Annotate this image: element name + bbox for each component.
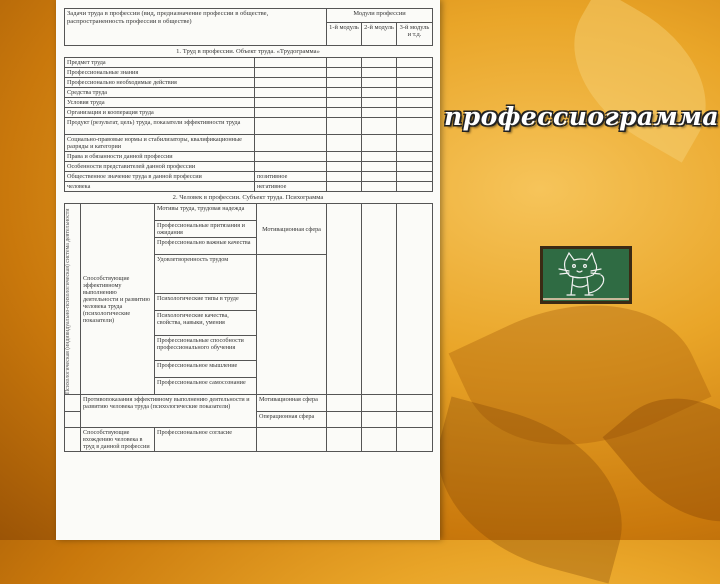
section-1-cell [362, 135, 397, 152]
section-1-cell [327, 162, 362, 172]
section-2-vertical-label: Психологическая (индивидуально-психологическая) система деятельности [65, 204, 81, 395]
section-1-cell [327, 98, 362, 108]
s2-item: Психологические типы в труде [155, 294, 257, 311]
bottom-motivational-sphere: Мотивационная сфера [257, 395, 327, 412]
section-1-cell [397, 118, 433, 135]
section-1-cell [397, 78, 433, 88]
section-1-cell [327, 68, 362, 78]
section-1-cell [255, 68, 327, 78]
s2-item: Профессиональное самосознание [155, 378, 257, 395]
task-cell: Задачи труда в профессии (вид, предназначение профессии в обществе, распространенность профессии в обществе) [65, 9, 327, 46]
section-1-row: Организация и кооперация труда [65, 108, 255, 118]
entry-block: Способствующие вхождению человека в труд в данной профессии [81, 428, 155, 452]
section-1-cell [327, 108, 362, 118]
section-1-table [64, 57, 433, 192]
social-value-row: Общественное значение труда в данной профессии [65, 172, 255, 182]
section-1-cell [397, 98, 433, 108]
section-1-row: Условия труда [65, 98, 255, 108]
section-1-cell [255, 88, 327, 98]
section-2-table [64, 203, 433, 452]
module-1: 1-й модуль [327, 22, 362, 45]
section-1-row: Предмет труда [65, 58, 255, 68]
section-1-cell [255, 152, 327, 162]
section-1-cell [255, 118, 327, 135]
cat-drawing-icon [543, 249, 629, 301]
s2-item: Профессионально важные качества [155, 238, 257, 255]
section-1-cell [362, 98, 397, 108]
positive-label: позитивное [255, 172, 327, 182]
professiogram-form-sheet [56, 0, 440, 540]
chalkboard-cat-image [540, 246, 632, 304]
bottom-operational-sphere: Операционная сфера [257, 411, 327, 428]
section-1-cell [255, 98, 327, 108]
section-1-cell [255, 108, 327, 118]
section-1-cell [327, 58, 362, 68]
modules-title: Модули профессии [327, 9, 433, 23]
section-1-cell [362, 162, 397, 172]
slide-title: профессиограмма [444, 102, 720, 131]
section-1-cell [362, 58, 397, 68]
section-1-row: Социально-правовые нормы и стабилизаторы, квалификационные разряды и категории [65, 135, 255, 152]
section-1-cell [397, 68, 433, 78]
section-1-cell [397, 135, 433, 152]
section-1-cell [362, 78, 397, 88]
section-2-left-block: Способствующие эффективному выполнению деятельности и развитию человека труда (психологические показатели) [81, 204, 155, 395]
professional-consent: Профессиональное согласие [155, 428, 257, 452]
section-1-cell [397, 58, 433, 68]
section-1-cell [362, 68, 397, 78]
section-1-cell [255, 135, 327, 152]
section-1-cell [255, 162, 327, 172]
section-2-title: 2. Человек в профессии. Субъект труда. Психограмма [172, 194, 324, 201]
s2-item: Мотивы труда, трудовая надежда [155, 204, 257, 221]
section-1-row: Средства труда [65, 88, 255, 98]
section-1-title: 1. Труд в профессии. Объект труда. «Трудограмма» [176, 48, 320, 55]
section-1-row: Профессионально необходимые действия [65, 78, 255, 88]
s2-item: Удовлетворенность трудом [155, 255, 257, 294]
section-1-cell [397, 88, 433, 98]
section-1-cell [362, 152, 397, 162]
section-1-cell [327, 88, 362, 98]
section-1-cell [327, 118, 362, 135]
section-1-row: Продукт (результат, цель) труда, показатели эффективности труда [65, 118, 255, 135]
background-leaf [543, 0, 720, 163]
section-1-row: Профессиональные знания [65, 68, 255, 78]
section-1-cell [255, 78, 327, 88]
s2-item: Психологические качества, свойства, навыки, умения [155, 311, 257, 336]
section-1-cell [397, 162, 433, 172]
motivational-sphere: Мотивационная сфера [257, 204, 327, 255]
social-value-row-cont: человека [65, 182, 255, 192]
section-1-row: Права и обязанности данной профессии [65, 152, 255, 162]
contraindications-block: Противопоказания эффективному выполнению деятельности и развитию человека труда (психологические показатели) [81, 395, 257, 428]
s2-item: Профессиональное мышление [155, 361, 257, 378]
negative-label: негативное [255, 182, 327, 192]
section-1-cell [397, 152, 433, 162]
module-2: 2-й модуль [362, 22, 397, 45]
section-1-row: Особенности представителей данной профессии [65, 162, 255, 172]
section-1-cell [362, 118, 397, 135]
section-1-cell [397, 108, 433, 118]
module-3: 3-й модуль и т.д. [397, 22, 433, 45]
section-1-cell [362, 88, 397, 98]
s2-item: Профессиональные способности профессионального обучения [155, 336, 257, 361]
section-1-cell [327, 135, 362, 152]
section-1-cell [327, 78, 362, 88]
section-1-cell [362, 108, 397, 118]
s2-item: Профессиональные притязания и ожидания [155, 221, 257, 238]
section-1-cell [255, 58, 327, 68]
section-1-cell [327, 152, 362, 162]
form-header-table [64, 8, 433, 46]
